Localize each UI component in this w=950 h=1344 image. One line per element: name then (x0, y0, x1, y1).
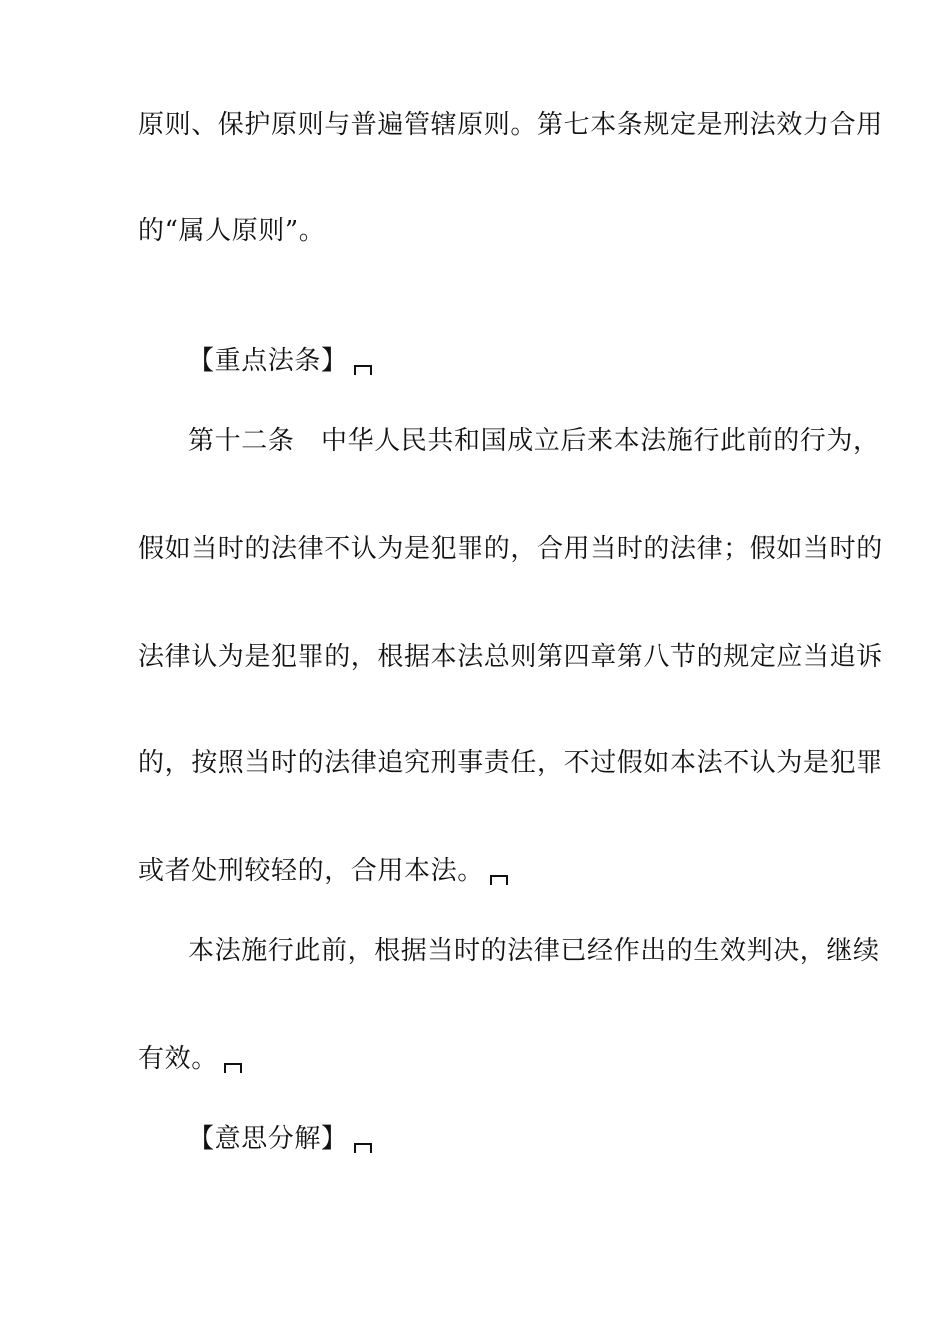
text-line (138, 640, 883, 674)
heading-text: 【重点法条】 (188, 346, 348, 376)
line-text: 有效。 (138, 1044, 218, 1074)
line-text: 第十二条 中华人民共和国成立后来本法施行此前的行为， (188, 426, 880, 456)
line-text: 原则、保护原则与普遍管辖原则。第七本条规定是刑法效力合用 (138, 110, 883, 140)
line-text: 本法施行此前，根据当时的法律已经作出的生效判决，继续 (188, 936, 880, 966)
text-line (138, 532, 883, 566)
paragraph-mark-icon (490, 875, 508, 885)
text-line (188, 424, 880, 458)
line-text: 的，按照当时的法律追究刑事责任，不过假如本法不认为是犯罪 (138, 748, 883, 778)
line-text: 或者处刑较轻的，合用本法。 (138, 856, 484, 886)
line-text: 假如当时的法律不认为是犯罪的，合用当时的法律；假如当时的 (138, 534, 883, 564)
text-line (188, 934, 880, 968)
section-heading-meaning-breakdown (188, 1122, 858, 1156)
text-line (138, 1042, 858, 1076)
text-line (138, 746, 883, 780)
text-line (138, 108, 883, 142)
paragraph-mark-icon (354, 1143, 372, 1153)
text-line (138, 854, 858, 888)
heading-text: 【意思分解】 (188, 1124, 348, 1154)
paragraph-mark-icon (354, 365, 372, 375)
text-line (138, 214, 858, 248)
section-heading-key-articles (188, 344, 858, 378)
paragraph-mark-icon (224, 1063, 242, 1073)
line-text: 法律认为是犯罪的，根据本法总则第四章第八节的规定应当追诉 (138, 642, 883, 672)
line-text: 的“属人原则”。 (138, 216, 326, 246)
